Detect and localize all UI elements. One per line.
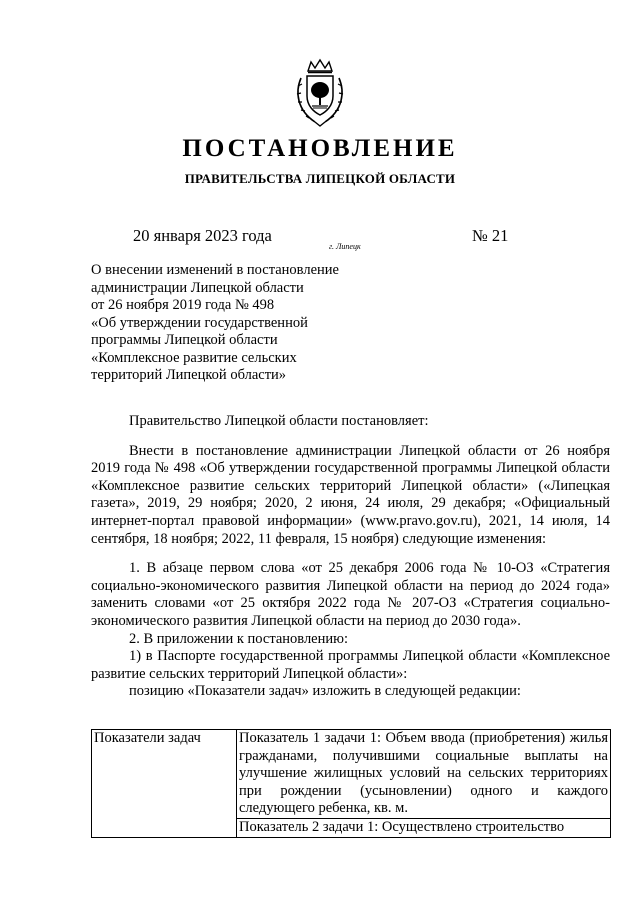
paragraph-item-2: 2. В приложении к постановлению: (129, 630, 349, 647)
table-label-cell: Показатели задач (92, 730, 237, 838)
subject-line: программы Липецкой области (91, 332, 278, 348)
document-subject (91, 262, 351, 385)
subject-line: О внесении изменений в постановление (91, 262, 339, 278)
paragraph-position: позицию «Показатели задач» изложить в следующей редакции: (129, 683, 521, 700)
intro-paragraph: Правительство Липецкой области постановляет: (129, 413, 429, 429)
subject-line: от 26 ноября 2019 года № 498 (91, 297, 275, 313)
document-title: ПОСТАНОВЛЕНИЕ (182, 135, 458, 162)
indicators-table (91, 729, 611, 838)
document-city: г. Липецк (329, 242, 361, 251)
document-subtitle: ПРАВИТЕЛЬСТВА ЛИПЕЦКОЙ ОБЛАСТИ (184, 171, 456, 186)
table-value-cell: Показатель 1 задачи 1: Объем ввода (приобретения) жилья гражданами, получившими социальные выплаты на улучшение жилищных условий на сельских территориях при рождении (усыновлении) одного и каждого следующего ребенка, кв. м. (237, 730, 611, 819)
paragraph-subitem-1: 1) в Паспорте государственной программы Липецкой области «Комплексное развитие сельских территорий Липецкой области»: (91, 648, 610, 682)
document-date: 20 января 2023 года (133, 226, 272, 245)
paragraph-item-1: 1. В абзаце первом слова «от 25 декабря 2006 года № 10-ОЗ «Стратегия социально-экономического развития Липецкой области на период до 2024 года» заменить словами «от 25 октября 2022 года № 207-ОЗ «Стратегия социально-экономического развития Липецкой области на период до 2030 года». (91, 560, 610, 629)
subject-line: «Комплексное развитие сельских (91, 349, 297, 366)
subject-line: «Об утверждении государственной (91, 314, 308, 331)
lipetsk-coat-of-arms-icon (293, 58, 347, 128)
document-body (91, 413, 610, 701)
table-row (92, 730, 611, 819)
subject-line: территорий Липецкой области» (91, 367, 287, 383)
table-value-cell: Показатель 2 задачи 1: Осуществлено строительство (237, 818, 611, 837)
paragraph-amendment: Внести в постановление администрации Липецкой области от 26 ноября 2019 года № 498 «Об утверждении государственной программы Липецкой области «Комплексное развитие сельских территорий Липецкой области» («Липецкая газета», 2019, 29 ноября; 2020, 2 июня, 24 июля, 29 декабря; «Официальный интернет-портал правовой информации» (www.pravo.gov.ru), 2021, 14 июля, 14 сентября, 18 ноября; 2022, 11 февраля, 15 ноября) следующие изменения: (91, 442, 610, 547)
document-number: № 21 (472, 226, 509, 245)
subject-line: администрации Липецкой области (91, 279, 304, 296)
